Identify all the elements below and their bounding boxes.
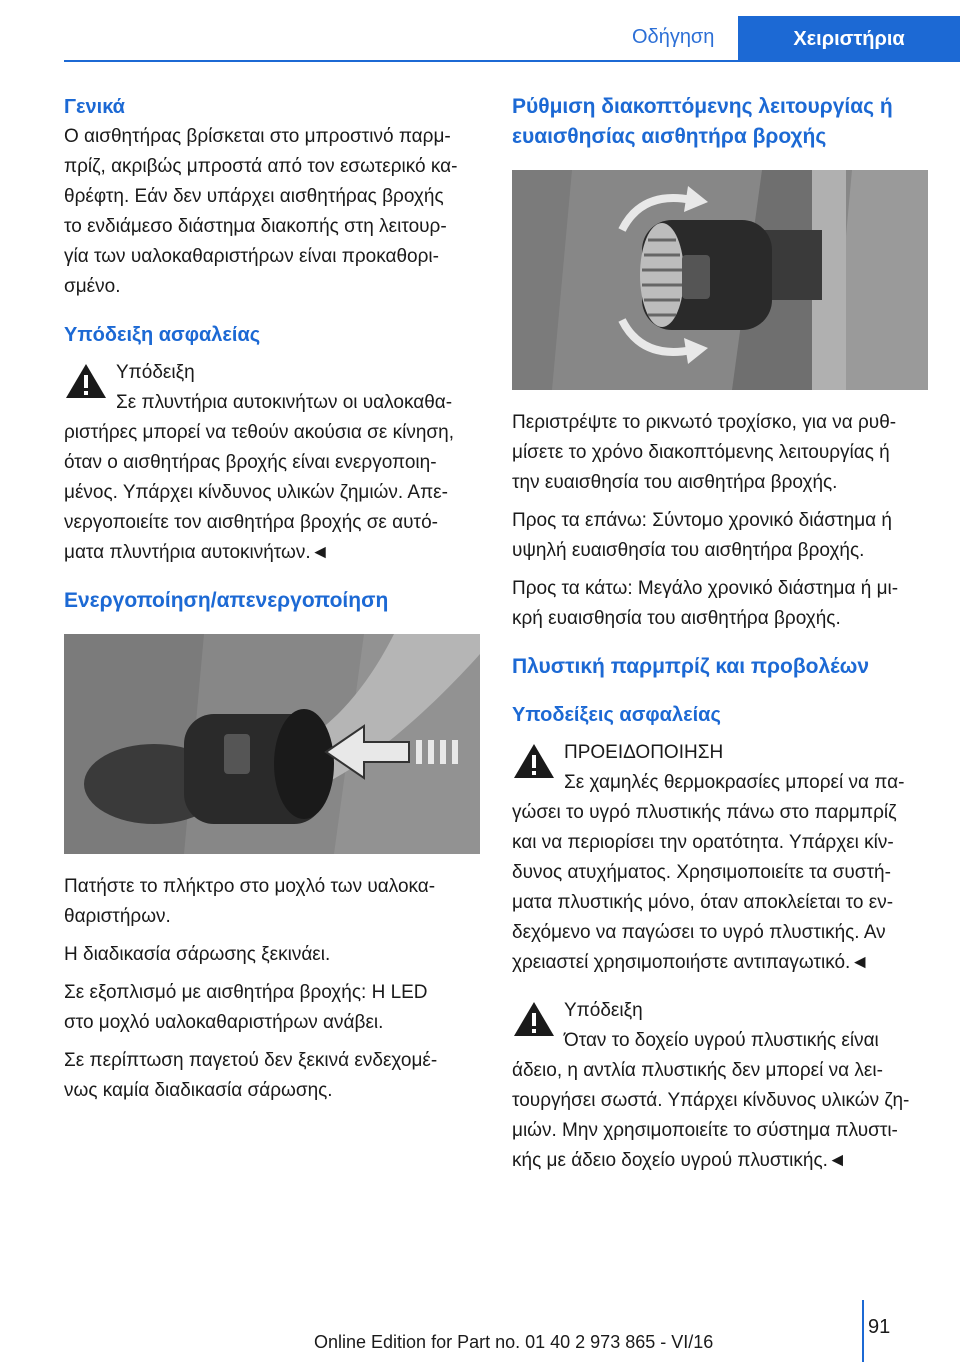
warning-triangle-icon bbox=[64, 362, 108, 400]
washer-note-line: τουργήσει σωστά. Υπάρχει κίνδυνος υλικών ζη- bbox=[512, 1090, 910, 1111]
activation-line: θαριστήρων. bbox=[64, 906, 171, 927]
washer-note-label: Υπόδειξη bbox=[564, 1000, 643, 1021]
general-line: Ο αισθητήρας βρίσκεται στο μπροστινό παρμ- bbox=[64, 126, 451, 147]
washer-warning-line: και να περιορίσει την ορατότητα. Υπάρχει κίν- bbox=[512, 832, 894, 853]
wiper-thumbwheel-photo bbox=[512, 170, 928, 390]
general-line: πρίζ, ακριβώς μπροστά από τον εσωτερικό κα- bbox=[64, 156, 458, 177]
activation-line: Η διαδικασία σάρωσης ξεκινάει. bbox=[64, 944, 331, 965]
safety-heading: Υπόδειξη ασφαλείας bbox=[64, 324, 261, 346]
safety-note-label: Υπόδειξη bbox=[116, 362, 195, 383]
washer-warning-line: δυνος ατυχήματος. Χρησιμοποιείτε τα συστή- bbox=[512, 862, 891, 883]
washer-warning-label: ΠΡΟΕΙΔΟΠΟΙΗΣΗ bbox=[564, 742, 724, 763]
washer-warning-line: ματα πλυστικής μόνο, όταν αποκλείεται το εν- bbox=[512, 892, 894, 913]
adjust-line: Προς τα επάνω: Σύντομο χρονικό διάστημα ή bbox=[512, 510, 892, 531]
warning-triangle-icon bbox=[512, 742, 556, 780]
adjust-heading: Ρύθμιση διακοπτόμενης λειτουργίας ή bbox=[512, 95, 893, 118]
left-column bbox=[64, 92, 484, 1106]
general-line: γία των υαλοκαθαριστήρων είναι προκαθορι- bbox=[64, 246, 439, 267]
washer-warning-line: γώσει το υγρό πλυστικής πάνω στο παρμπρίζ bbox=[512, 802, 897, 823]
right-column bbox=[512, 92, 932, 1176]
safety-note-line: ματα πλυντήρια αυτοκινήτων.◄ bbox=[64, 542, 330, 563]
activation-line: Σε περίπτωση παγετού δεν ξεκινά ενδεχομέ- bbox=[64, 1050, 438, 1071]
general-line: σμένο. bbox=[64, 276, 121, 297]
adjust-line: μίσετε το χρόνο διακοπτόμενης λειτουργίας ή bbox=[512, 442, 890, 463]
general-line: θρέφτη. Εάν δεν υπάρχει αισθητήρας βροχής bbox=[64, 186, 444, 207]
washer-note-line: μιών. Μην χρησιμοποιείτε το σύστημα πλυστι- bbox=[512, 1120, 898, 1141]
safety-note-line: όταν ο αισθητήρας βροχής είναι ενεργοποιη- bbox=[64, 452, 437, 473]
wiper-stalk-illustration bbox=[64, 634, 480, 854]
general-line: το ενδιάμεσο διάστημα διακοπής στη λειτουρ- bbox=[64, 216, 447, 237]
tab-chapter-active[interactable]: Χειριστήρια bbox=[738, 16, 960, 62]
safety-note-line: νεργοποιείτε τον αισθητήρα βροχής σε αυτό- bbox=[64, 512, 438, 533]
washer-note bbox=[512, 996, 932, 1176]
washer-note-line: άδειο, η αντλία πλυστικής δεν μπορεί να λει- bbox=[512, 1060, 883, 1081]
washer-warning-line: χρειαστεί χρησιμοποιήστε αντιπαγωτικό.◄ bbox=[512, 952, 870, 973]
adjust-line: κρή ευαισθησία του αισθητήρα βροχής. bbox=[512, 608, 841, 629]
washer-warning bbox=[512, 738, 932, 978]
adjust-line: την ευαισθησία του αισθητήρα βροχής. bbox=[512, 472, 838, 493]
activation-line: Σε εξοπλισμό με αισθητήρα βροχής: Η LED bbox=[64, 982, 428, 1003]
edition-footer: Online Edition for Part no. 01 40 2 973 865 - VI/16 bbox=[314, 1332, 714, 1352]
adjust-heading: ευαισθησίας αισθητήρα βροχής bbox=[512, 125, 827, 148]
safety-note-line: Σε πλυντήρια αυτοκινήτων οι υαλοκαθα- bbox=[116, 392, 453, 413]
washer-note-line: Όταν το δοχείο υγρού πλυστικής είναι bbox=[564, 1030, 879, 1051]
adjust-line: Περιστρέψτε το ρικνωτό τροχίσκο, για να ρυθ- bbox=[512, 412, 897, 433]
activation-line: Πατήστε το πλήκτρο στο μοχλό των υαλοκα- bbox=[64, 876, 436, 897]
activation-line: νως καμία διαδικασία σάρωσης. bbox=[64, 1080, 333, 1101]
activation-heading: Ενεργοποίηση/απενεργοποίηση bbox=[64, 589, 389, 612]
adjust-line: υψηλή ευαισθησία του αισθητήρα βροχής. bbox=[512, 540, 865, 561]
adjust-line: Προς τα κάτω: Μεγάλο χρονικό διάστημα ή μι- bbox=[512, 578, 899, 599]
wiper-stalk-button-photo bbox=[64, 634, 480, 854]
tab-section[interactable]: Οδήγηση bbox=[632, 26, 715, 48]
page-number: 91 bbox=[868, 1316, 891, 1338]
safety-note-line: μένος. Υπάρχει κίνδυνος υλικών ζημιών. Απε- bbox=[64, 482, 448, 503]
footer-rule bbox=[862, 1300, 864, 1362]
washer-warning-line: Σε χαμηλές θερμοκρασίες μπορεί να πα- bbox=[564, 772, 905, 793]
washer-warning-line: δεχόμενο να παγώσει το υγρό πλυστικής. Αν bbox=[512, 922, 886, 943]
warning-triangle-icon bbox=[512, 1000, 556, 1038]
thumbwheel-illustration bbox=[512, 170, 928, 390]
safety-note-line: ριστήρες μπορεί να τεθούν ακούσια σε κίνηση, bbox=[64, 422, 454, 443]
washer-note-line: κής με άδειο δοχείο υγρού πλυστικής.◄ bbox=[512, 1150, 847, 1171]
washer-safety-heading: Υποδείξεις ασφαλείας bbox=[512, 704, 721, 726]
washer-heading: Πλυστική παρμπρίζ και προβολέων bbox=[512, 655, 870, 678]
safety-note bbox=[64, 358, 484, 568]
activation-line: στο μοχλό υαλοκαθαριστήρων ανάβει. bbox=[64, 1012, 384, 1033]
general-heading: Γενικά bbox=[64, 96, 125, 118]
